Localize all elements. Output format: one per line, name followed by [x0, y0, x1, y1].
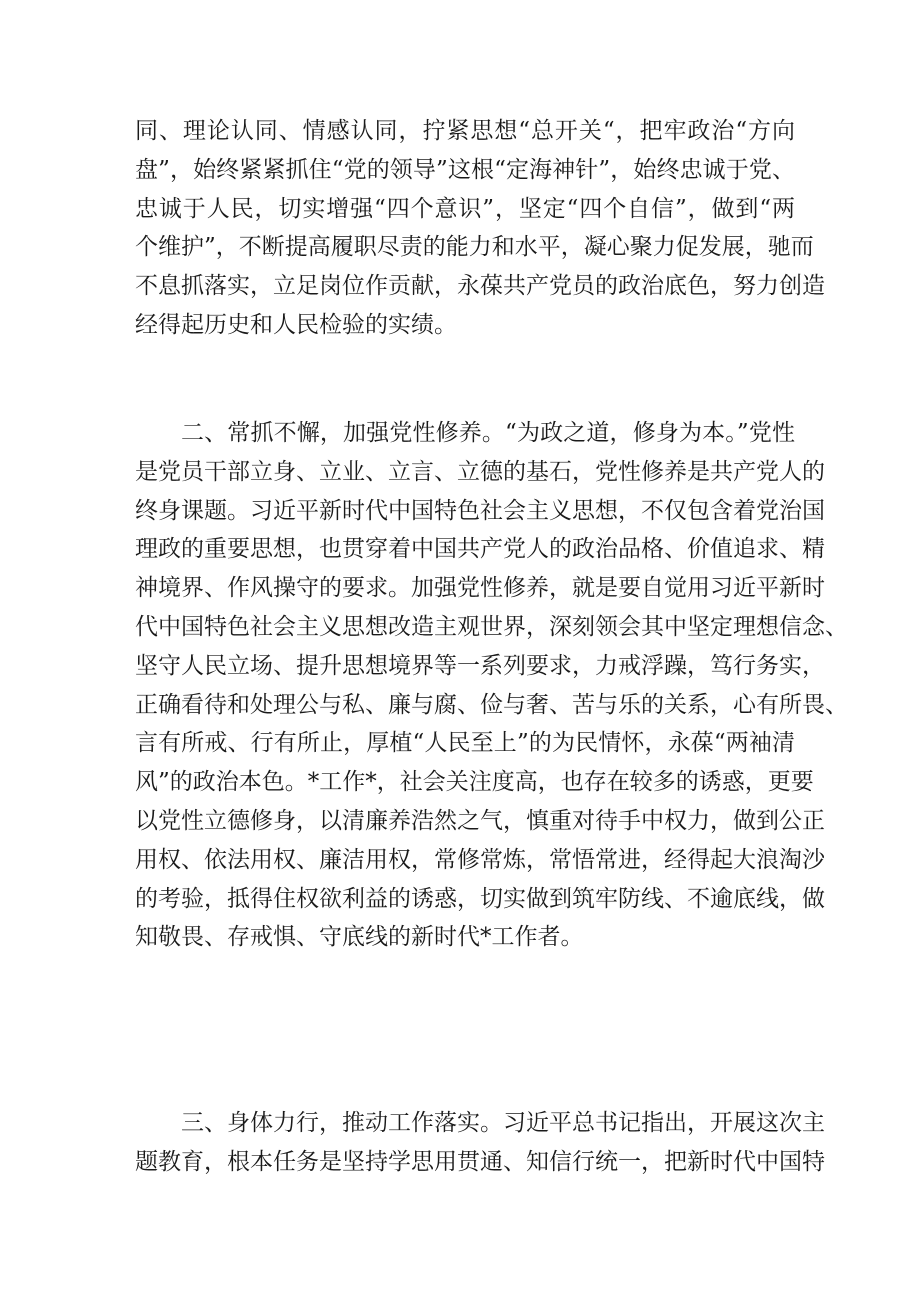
text-line: 个维护”，不断提高履职尽责的能力和水平，凝心聚力促发展，驰而	[135, 234, 814, 261]
text-line: 经得起历史和人民检验的实绩。	[135, 311, 457, 338]
text-line: 不息抓落实，立足岗位作贡献，永葆共产党员的政治底色，努力创造	[135, 273, 825, 300]
text-line: 盘”，始终紧紧抓住“党的领导”这根“定海神针”，始终忠诚于党、	[135, 156, 795, 183]
text-line: 同、理论认同、情感认同，拧紧思想“总开关“，把牢政治“方向	[135, 118, 795, 144]
section-heading-line: 三、身体力行，推动工作落实。习近平总书记指出，开展这次主	[181, 1110, 825, 1136]
text-line: 言有所戒、行有所止，厚植“人民至上”的为民情怀，永葆“两袖清	[135, 730, 795, 757]
text-line: 题教育，根本任务是坚持学思用贯通、知信行统一，把新时代中国特	[135, 1148, 825, 1175]
paragraph-work-implementation	[135, 1104, 825, 1182]
section-heading-line: 二、常抓不懈，加强党性修养。“为政之道，修身为本。”党性	[181, 420, 795, 446]
text-line: 用权、依法用权、廉洁用权，常修常炼，常悟常进，经得起大浪淘沙	[135, 846, 825, 873]
text-line: 以党性立德修身，以清廉养浩然之气，慎重对待手中权力，做到公正	[135, 807, 825, 834]
text-line: 的考验，抵得住权欲利益的诱惑，切实做到筑牢防线、不逾底线，做	[135, 885, 825, 912]
text-line: 神境界、作风操守的要求。加强党性修养，就是要自觉用习近平新时	[135, 575, 825, 602]
text-line: 知敬畏、存戒惧、守底线的新时代*工作者。	[135, 924, 584, 951]
text-line: 代中国特色社会主义思想改造主观世界，深刻领会其中坚定理想信念、	[135, 613, 848, 640]
text-line: 忠诚于人民，切实增强“四个意识”，坚定“四个自信”，做到“两	[135, 195, 795, 222]
text-line: 坚守人民立场、提升思想境界等一系列要求，力戒浮躁，笃行务实，	[135, 652, 825, 679]
paragraph-party-spirit	[135, 414, 848, 957]
text-line: 理政的重要思想，也贯穿着中国共产党人的政治品格、价值追求、精	[135, 536, 825, 563]
text-line: 风”的政治本色。*工作*，社会关注度高，也存在较多的诱惑，更要	[135, 769, 814, 796]
paragraph-political-loyalty	[135, 112, 825, 345]
text-line: 正确看待和处理公与私、廉与腐、俭与奢、苦与乐的关系，心有所畏、	[135, 691, 848, 718]
text-line: 终身课题。习近平新时代中国特色社会主义思想，不仅包含着党治国	[135, 497, 825, 524]
text-line: 是党员干部立身、立业、立言、立德的基石，党性修养是共产党人的	[135, 458, 825, 485]
